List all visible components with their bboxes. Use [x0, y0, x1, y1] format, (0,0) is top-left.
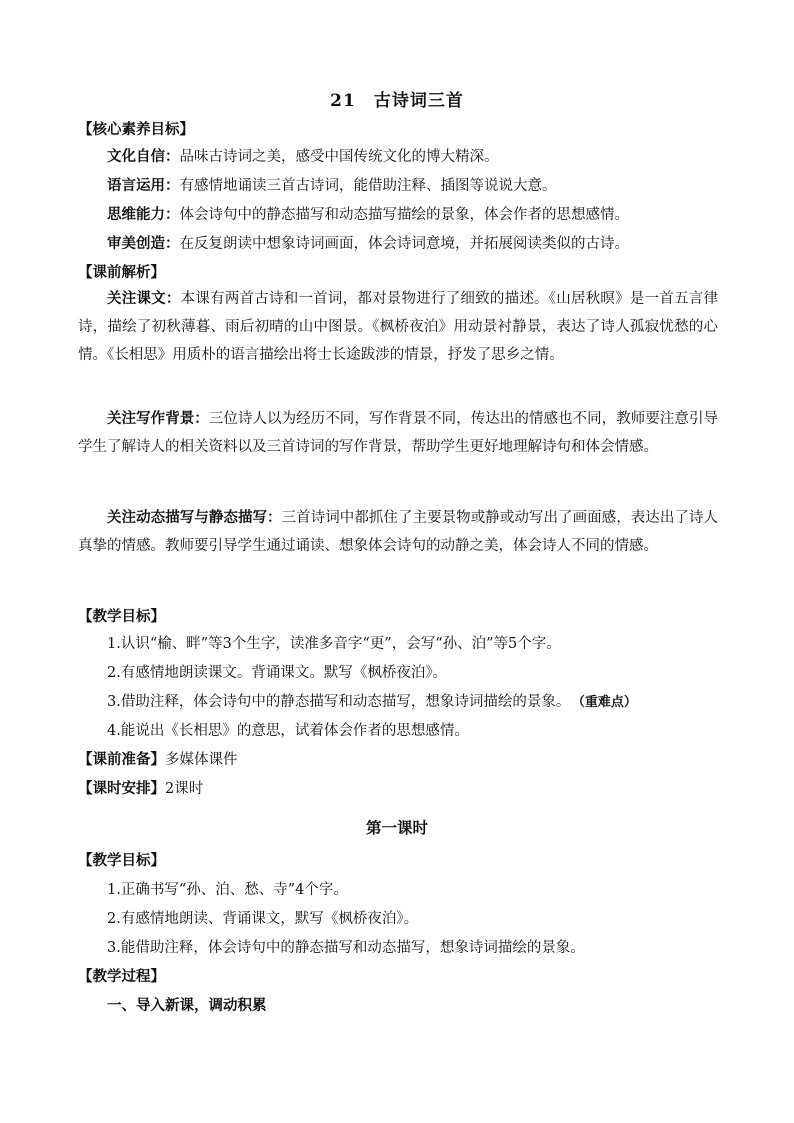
lesson1-goal-item: 2.有感情地朗读、背诵课文，默写《枫桥夜泊》。: [107, 911, 419, 927]
core-item-language: [107, 176, 557, 196]
process-step-1: 一、导入新课，调动积累: [107, 997, 267, 1014]
para-label: 关注课文：: [107, 290, 181, 307]
page-title: 21 古诗词三首: [330, 91, 464, 111]
goal-item: 2.有感情地朗读课文。背诵课文。默写《枫桥夜泊》。: [107, 665, 448, 681]
core-item-culture: [107, 147, 499, 167]
core-item-label: 文化自信：: [107, 148, 180, 165]
schedule-header: 【课时安排】: [78, 780, 165, 797]
core-item-label: 语言运用：: [107, 177, 180, 194]
analysis-para-description: [78, 504, 718, 560]
core-item-thinking: [107, 205, 629, 225]
lesson1-goal-item: 3.能借助注释，体会诗句中的静态描写和动态描写，想象诗词描绘的景象。: [107, 940, 585, 956]
prep-line: [78, 750, 238, 770]
para-text: 本课有两首古诗和一首词，都对景物进行了细致的描述。《山居秋暝》是一首五言律诗，描绘了初秋薄暮、雨后初晴的山中图景。《枫桥夜泊》用动景衬静景，表达了诗人孤寂忧愁的心情。《长相思》用质朴的语言描绘出将士长途跋涉的情景，抒发了思乡之情。: [78, 291, 719, 363]
schedule-text: 2课时: [165, 781, 204, 797]
core-item-text: 品味古诗词之美，感受中国传统文化的博大精深。: [179, 149, 499, 165]
para-label: 关注写作背景：: [107, 410, 209, 427]
core-item-label: 思维能力：: [107, 206, 180, 223]
goal-item-text: 3.借助注释，体会诗句中的静态描写和动态描写，想象诗词描绘的景象。: [107, 694, 571, 710]
analysis-para-background: [78, 405, 718, 461]
goal-item: 1.认识“榆、畔”等3个生字，读准多音字“更”，会写“孙、泊”等5个字。: [107, 636, 561, 652]
lesson1-goals-header: 【教学目标】: [78, 852, 165, 869]
core-item-text: 体会诗句中的静态描写和动态描写描绘的景象，体会作者的思想感情。: [179, 207, 629, 223]
lesson1-goal-item: 1.正确书写“孙、泊、愁、寺”4个字。: [107, 882, 348, 898]
core-goals-header: 【核心素养目标】: [78, 121, 194, 138]
goal-item: [107, 692, 637, 713]
core-item-text: 在反复朗读中想象诗词画面，体会诗词意境，并拓展阅读类似的古诗。: [179, 236, 629, 252]
analysis-para-text: [78, 285, 718, 369]
para-text: 三首诗词中都抓住了主要景物或静或动写出了画面感，表达出了诗人真挚的情感。教师要引导学生通过诵读、想象体会诗句的动静之美，体会诗人不同的情感。: [78, 510, 719, 554]
analysis-header: 【课前解析】: [78, 264, 165, 281]
prep-text: 多媒体课件: [165, 752, 238, 768]
goals-header: 【教学目标】: [78, 608, 165, 625]
core-item-label: 审美创造：: [107, 235, 180, 252]
para-label: 关注动态描写与静态描写：: [107, 509, 282, 526]
para-text: 三位诗人以为经历不同，写作背景不同，传达出的情感也不同，教师要注意引导学生了解诗人的相关资料以及三首诗词的写作背景，帮助学生更好地理解诗句和体会情感。: [78, 411, 718, 455]
core-item-aesthetic: [107, 234, 629, 254]
core-item-text: 有感情地诵读三首古诗词，能借助注释、插图等说说大意。: [179, 178, 557, 194]
lesson1-title: 第一课时: [365, 818, 428, 837]
key-point-mark: （重难点）: [578, 695, 637, 710]
schedule-line: [78, 779, 203, 799]
goal-item: 4.能说出《长相思》的意思，试着体会作者的思想感情。: [107, 723, 469, 739]
prep-header: 【课前准备】: [78, 751, 165, 768]
process-header: 【教学过程】: [78, 968, 165, 985]
